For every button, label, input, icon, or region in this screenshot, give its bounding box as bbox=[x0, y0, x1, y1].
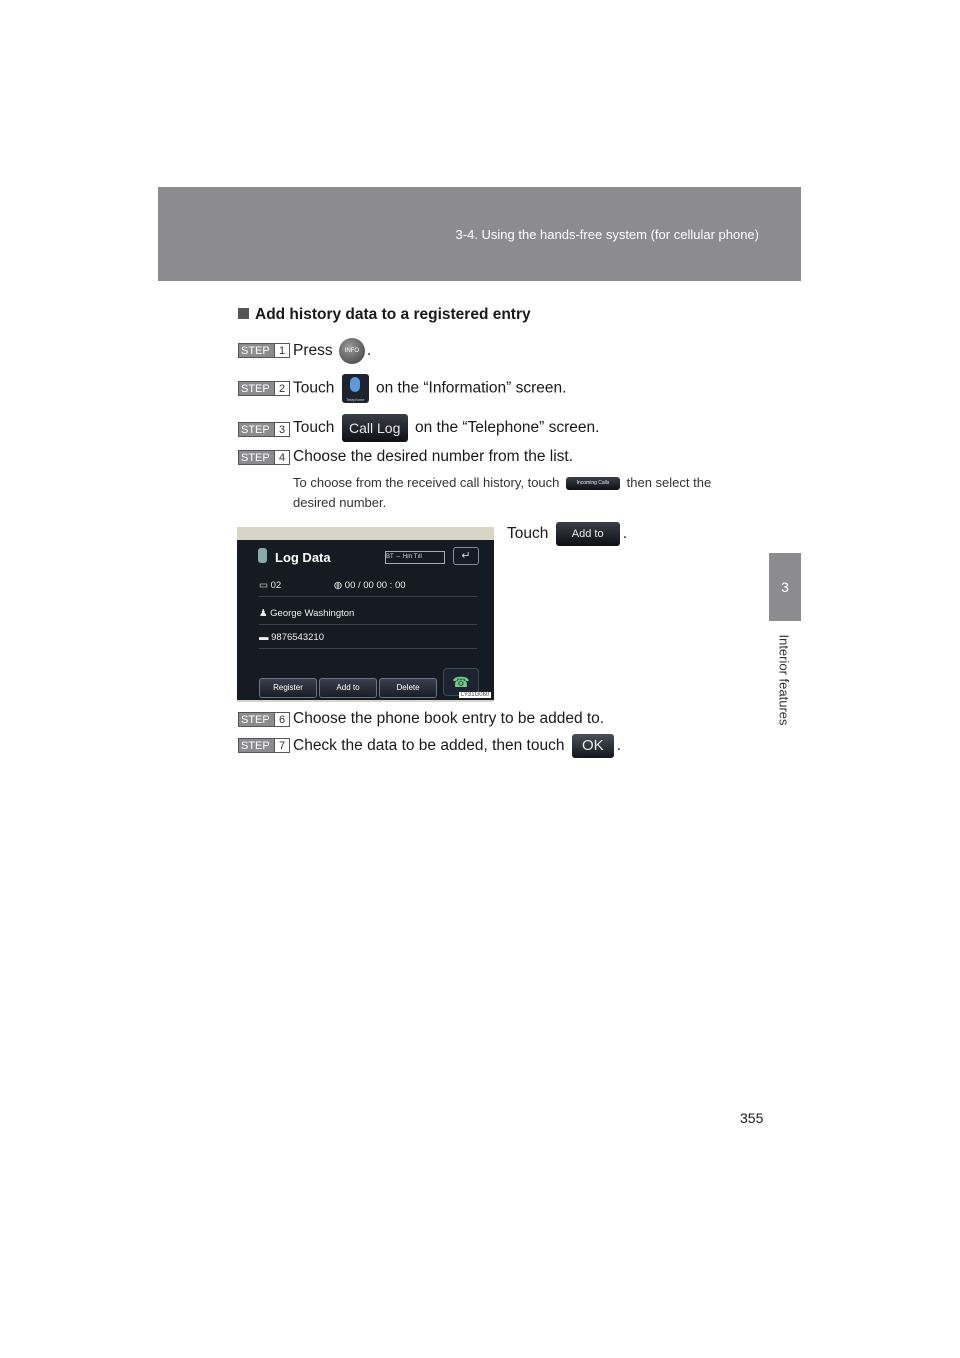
phone-icon bbox=[258, 548, 267, 563]
page-number: 355 bbox=[740, 1110, 764, 1126]
call-log-button-icon: Call Log bbox=[342, 414, 408, 442]
step-7-text: Check the data to be added, then touch OK . bbox=[293, 734, 621, 758]
call-icon: ☎ bbox=[443, 668, 479, 696]
step-1-text: Press INFO . bbox=[293, 338, 371, 364]
incoming-calls-button-icon: Incoming Calls bbox=[566, 477, 620, 490]
info-button-icon: INFO bbox=[339, 338, 365, 364]
step-2-text: Touch Telephone on the “Information” screen. bbox=[293, 374, 566, 403]
step-4-note-line2: desired number. bbox=[293, 495, 387, 510]
log-index-row: ▭ 02 ◍ 00 / 00 00 : 00 bbox=[259, 580, 406, 591]
step-4-text: Choose the desired number from the list. bbox=[293, 448, 573, 465]
phone-number-icon: ▬ bbox=[259, 632, 269, 643]
contact-name-row: ♟ George Washington bbox=[259, 608, 355, 619]
section-header-bar bbox=[158, 187, 801, 281]
telephone-icon: Telephone bbox=[342, 374, 369, 403]
square-bullet-icon bbox=[238, 308, 249, 319]
folder-icon: ▭ bbox=[259, 580, 268, 591]
step-3-text: Touch Call Log on the “Telephone” screen. bbox=[293, 414, 599, 442]
add-to-button-icon: Add to bbox=[556, 522, 620, 546]
step-4-note: To choose from the received call history, touch Incoming Calls then select the bbox=[293, 475, 712, 490]
add-to-button: Add to bbox=[319, 678, 377, 698]
section-header-text: 3-4. Using the hands-free system (for cellular phone) bbox=[455, 227, 759, 242]
register-button: Register bbox=[259, 678, 317, 698]
step-badge: STEP 4 bbox=[238, 450, 290, 465]
section-title: Add history data to a registered entry bbox=[238, 306, 531, 324]
divider bbox=[259, 624, 477, 625]
status-indicator: BT ⇔ Hm Tıll bbox=[385, 551, 445, 564]
delete-button: Delete bbox=[379, 678, 437, 698]
step-badge: STEP 3 bbox=[238, 422, 290, 437]
chapter-tab: 3 bbox=[769, 553, 801, 621]
person-icon: ♟ bbox=[259, 608, 268, 619]
screen-display bbox=[237, 540, 494, 700]
divider bbox=[259, 648, 477, 649]
step-badge: STEP 7 bbox=[238, 738, 290, 753]
ok-button-icon: OK bbox=[572, 734, 614, 758]
back-icon: ↵ bbox=[453, 547, 479, 565]
step-6-text: Choose the phone book entry to be added to. bbox=[293, 710, 605, 727]
step-badge: STEP 6 bbox=[238, 712, 290, 727]
step-5-text: Touch Add to . bbox=[507, 522, 627, 546]
chapter-title: Interior features bbox=[776, 634, 792, 726]
phone-number-row: ▬ 9876543210 bbox=[259, 632, 324, 643]
step-badge: STEP 1 bbox=[238, 343, 290, 358]
divider bbox=[259, 596, 477, 597]
log-data-screen-illustration bbox=[237, 527, 494, 702]
screen-title: Log Data bbox=[275, 550, 331, 565]
clock-icon: ◍ bbox=[333, 580, 343, 591]
step-badge: STEP 2 bbox=[238, 381, 290, 396]
figure-code: LY31G060 bbox=[461, 692, 490, 698]
